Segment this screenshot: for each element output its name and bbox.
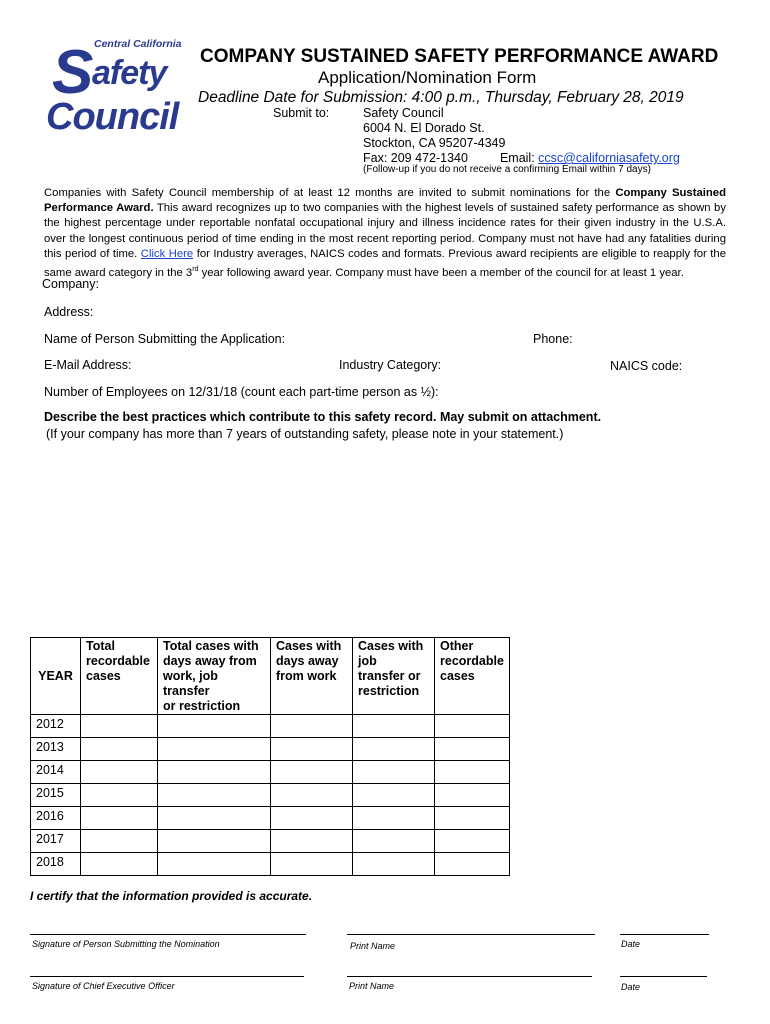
table-header-row	[31, 638, 510, 715]
year-cell: 2017	[31, 830, 81, 853]
input-cell[interactable]	[435, 738, 510, 761]
input-cell[interactable]	[158, 715, 271, 738]
submitter-name-label[interactable]: Name of Person Submitting the Application:	[44, 332, 286, 346]
input-cell[interactable]	[158, 830, 271, 853]
year-cell: 2015	[31, 784, 81, 807]
input-cell[interactable]	[353, 738, 435, 761]
header-line: job	[358, 654, 377, 668]
total-recordable-header	[81, 638, 158, 715]
table-row	[31, 738, 510, 761]
submitter-signature-line[interactable]	[30, 934, 306, 935]
job-transfer-header	[353, 638, 435, 715]
input-cell[interactable]	[158, 761, 271, 784]
year-column-header: YEAR	[31, 638, 81, 715]
address-line-2: 6004 N. El Dorado St.	[363, 121, 485, 135]
logo-top-text: Central California	[94, 38, 182, 50]
input-cell[interactable]	[353, 830, 435, 853]
phone-label[interactable]: Phone:	[533, 332, 573, 346]
input-cell[interactable]	[353, 715, 435, 738]
injury-statistics-table	[30, 637, 510, 876]
date-label: Date	[621, 982, 641, 992]
input-cell[interactable]	[353, 853, 435, 876]
input-cell[interactable]	[271, 830, 353, 853]
header-line: from work	[276, 669, 337, 683]
input-cell[interactable]	[271, 853, 353, 876]
intro-superscript: rd	[192, 266, 199, 274]
input-cell[interactable]	[435, 853, 510, 876]
submit-to-label: Submit to:	[273, 106, 330, 120]
table-row	[31, 761, 510, 784]
form-subtitle: Application/Nomination Form	[318, 68, 537, 87]
year-cell: 2018	[31, 853, 81, 876]
print-name-label: Print Name	[349, 981, 395, 991]
employee-count-label[interactable]: Number of Employees on 12/31/18 (count each part-time person as ½):	[44, 385, 439, 399]
days-away-transfer-header	[158, 638, 271, 715]
best-practices-heading: Describe the best practices which contribute to this safety record. May submit on attachment.	[44, 410, 602, 424]
header-line: cases	[86, 669, 121, 683]
intro-text-3: for Industry averages, NAICS codes and formats. Previous award recipients are eligible to reapply for the same award category in the 3	[44, 247, 726, 279]
input-cell[interactable]	[158, 853, 271, 876]
input-cell[interactable]	[435, 761, 510, 784]
year-cell: 2013	[31, 738, 81, 761]
submitter-signature-label: Signature of Person Submitting the Nomination	[32, 939, 220, 949]
table-row	[31, 807, 510, 830]
date-label: Date	[621, 939, 641, 949]
company-label[interactable]: Company:	[42, 277, 99, 291]
header-line: restriction	[358, 684, 420, 698]
naics-code-label[interactable]: NAICS code:	[610, 359, 683, 373]
safety-council-logo	[44, 38, 182, 142]
certification-statement: I certify that the information provided is accurate.	[30, 889, 313, 903]
input-cell[interactable]	[271, 807, 353, 830]
industry-category-label[interactable]: Industry Category:	[339, 358, 442, 372]
table-row	[31, 853, 510, 876]
table-row	[31, 784, 510, 807]
fax-number: Fax: 209 472-1340	[363, 151, 468, 165]
email-label: Email:	[499, 151, 535, 165]
other-recordable-header	[435, 638, 510, 715]
contact-line	[363, 151, 680, 165]
input-cell[interactable]	[271, 761, 353, 784]
header-line: days away from	[163, 654, 257, 668]
logo-word-council: Council	[46, 96, 179, 138]
submitter-date-line[interactable]	[620, 934, 709, 935]
input-cell[interactable]	[353, 784, 435, 807]
award-name: Company Sustained Performance Award.	[44, 187, 726, 215]
header-line: recordable	[86, 654, 150, 668]
address-line-1: Safety Council	[363, 106, 444, 120]
intro-paragraph	[44, 186, 726, 281]
input-cell[interactable]	[271, 738, 353, 761]
click-here-link[interactable]: Click Here	[140, 247, 194, 260]
days-away-header	[271, 638, 353, 715]
input-cell[interactable]	[435, 830, 510, 853]
logo-letter-s: S	[52, 38, 94, 107]
input-cell[interactable]	[81, 738, 158, 761]
intro-text-4: year following award year. Company must have been a member of the council for at least 1 year.	[198, 266, 684, 279]
input-cell[interactable]	[435, 715, 510, 738]
input-cell[interactable]	[81, 761, 158, 784]
header-line: Cases with	[276, 639, 342, 653]
input-cell[interactable]	[353, 761, 435, 784]
form-title: COMPANY SUSTAINED SAFETY PERFORMANCE AWARD	[200, 46, 719, 67]
input-cell[interactable]	[81, 853, 158, 876]
header-line: transfer	[163, 684, 210, 698]
ceo-signature-line[interactable]	[30, 976, 304, 977]
header-line: recordable	[440, 654, 504, 668]
input-cell[interactable]	[435, 807, 510, 830]
logo-word-afety: afety	[92, 54, 167, 92]
ceo-print-name-line[interactable]	[347, 976, 592, 977]
input-cell[interactable]	[81, 807, 158, 830]
table-row	[31, 715, 510, 738]
table-row	[31, 830, 510, 853]
ceo-signature-label: Signature of Chief Executive Officer	[32, 981, 175, 991]
deadline-text: Deadline Date for Submission: 4:00 p.m., Thursday, February 28, 2019	[198, 89, 684, 106]
ceo-date-line[interactable]	[620, 976, 707, 977]
email-address-label[interactable]: E-Mail Address:	[44, 358, 132, 372]
header-line: Cases with	[358, 639, 424, 653]
input-cell[interactable]	[158, 784, 271, 807]
input-cell[interactable]	[81, 784, 158, 807]
year-cell: 2012	[31, 715, 81, 738]
header-line: work, job	[163, 669, 218, 683]
header-line: Other	[440, 639, 474, 653]
year-cell: 2014	[31, 761, 81, 784]
header-line: or restriction	[163, 699, 241, 713]
print-name-label: Print Name	[350, 941, 396, 951]
header-line: cases	[440, 669, 475, 683]
header-line: transfer or	[358, 669, 421, 683]
submitter-print-name-line[interactable]	[347, 934, 595, 935]
header-line: days away	[276, 654, 339, 668]
intro-text-2: This award recognizes up to two companies with the highest levels of sustained safety performance as shown by the highest percentage under reportable nonfatal occupational injury and illness incidence rates for their given industry in the U.S.A. over the longest continuous period of time ending in the most recent reporting period. Company must not have had any fatalities during this period of time.	[44, 202, 726, 260]
header-line: Total cases with	[163, 639, 259, 653]
address-line-3: Stockton, CA 95207-4349	[363, 136, 506, 150]
input-cell[interactable]	[353, 807, 435, 830]
input-cell[interactable]	[158, 738, 271, 761]
email-link[interactable]: ccsc@californiasafety.org	[538, 151, 680, 165]
input-cell[interactable]	[81, 830, 158, 853]
address-label[interactable]: Address:	[44, 305, 94, 319]
input-cell[interactable]	[435, 784, 510, 807]
input-cell[interactable]	[271, 715, 353, 738]
intro-text-1: Companies with Safety Council membership of at least 12 months are invited to submit nominations for the	[44, 187, 616, 199]
followup-note: (Follow-up if you do not receive a confirming Email within 7 days)	[363, 164, 651, 175]
input-cell[interactable]	[81, 715, 158, 738]
header-line: Total	[86, 639, 115, 653]
input-cell[interactable]	[158, 807, 271, 830]
input-cell[interactable]	[271, 784, 353, 807]
year-cell: 2016	[31, 807, 81, 830]
best-practices-note: (If your company has more than 7 years of outstanding safety, please note in your statement.)	[46, 427, 564, 441]
